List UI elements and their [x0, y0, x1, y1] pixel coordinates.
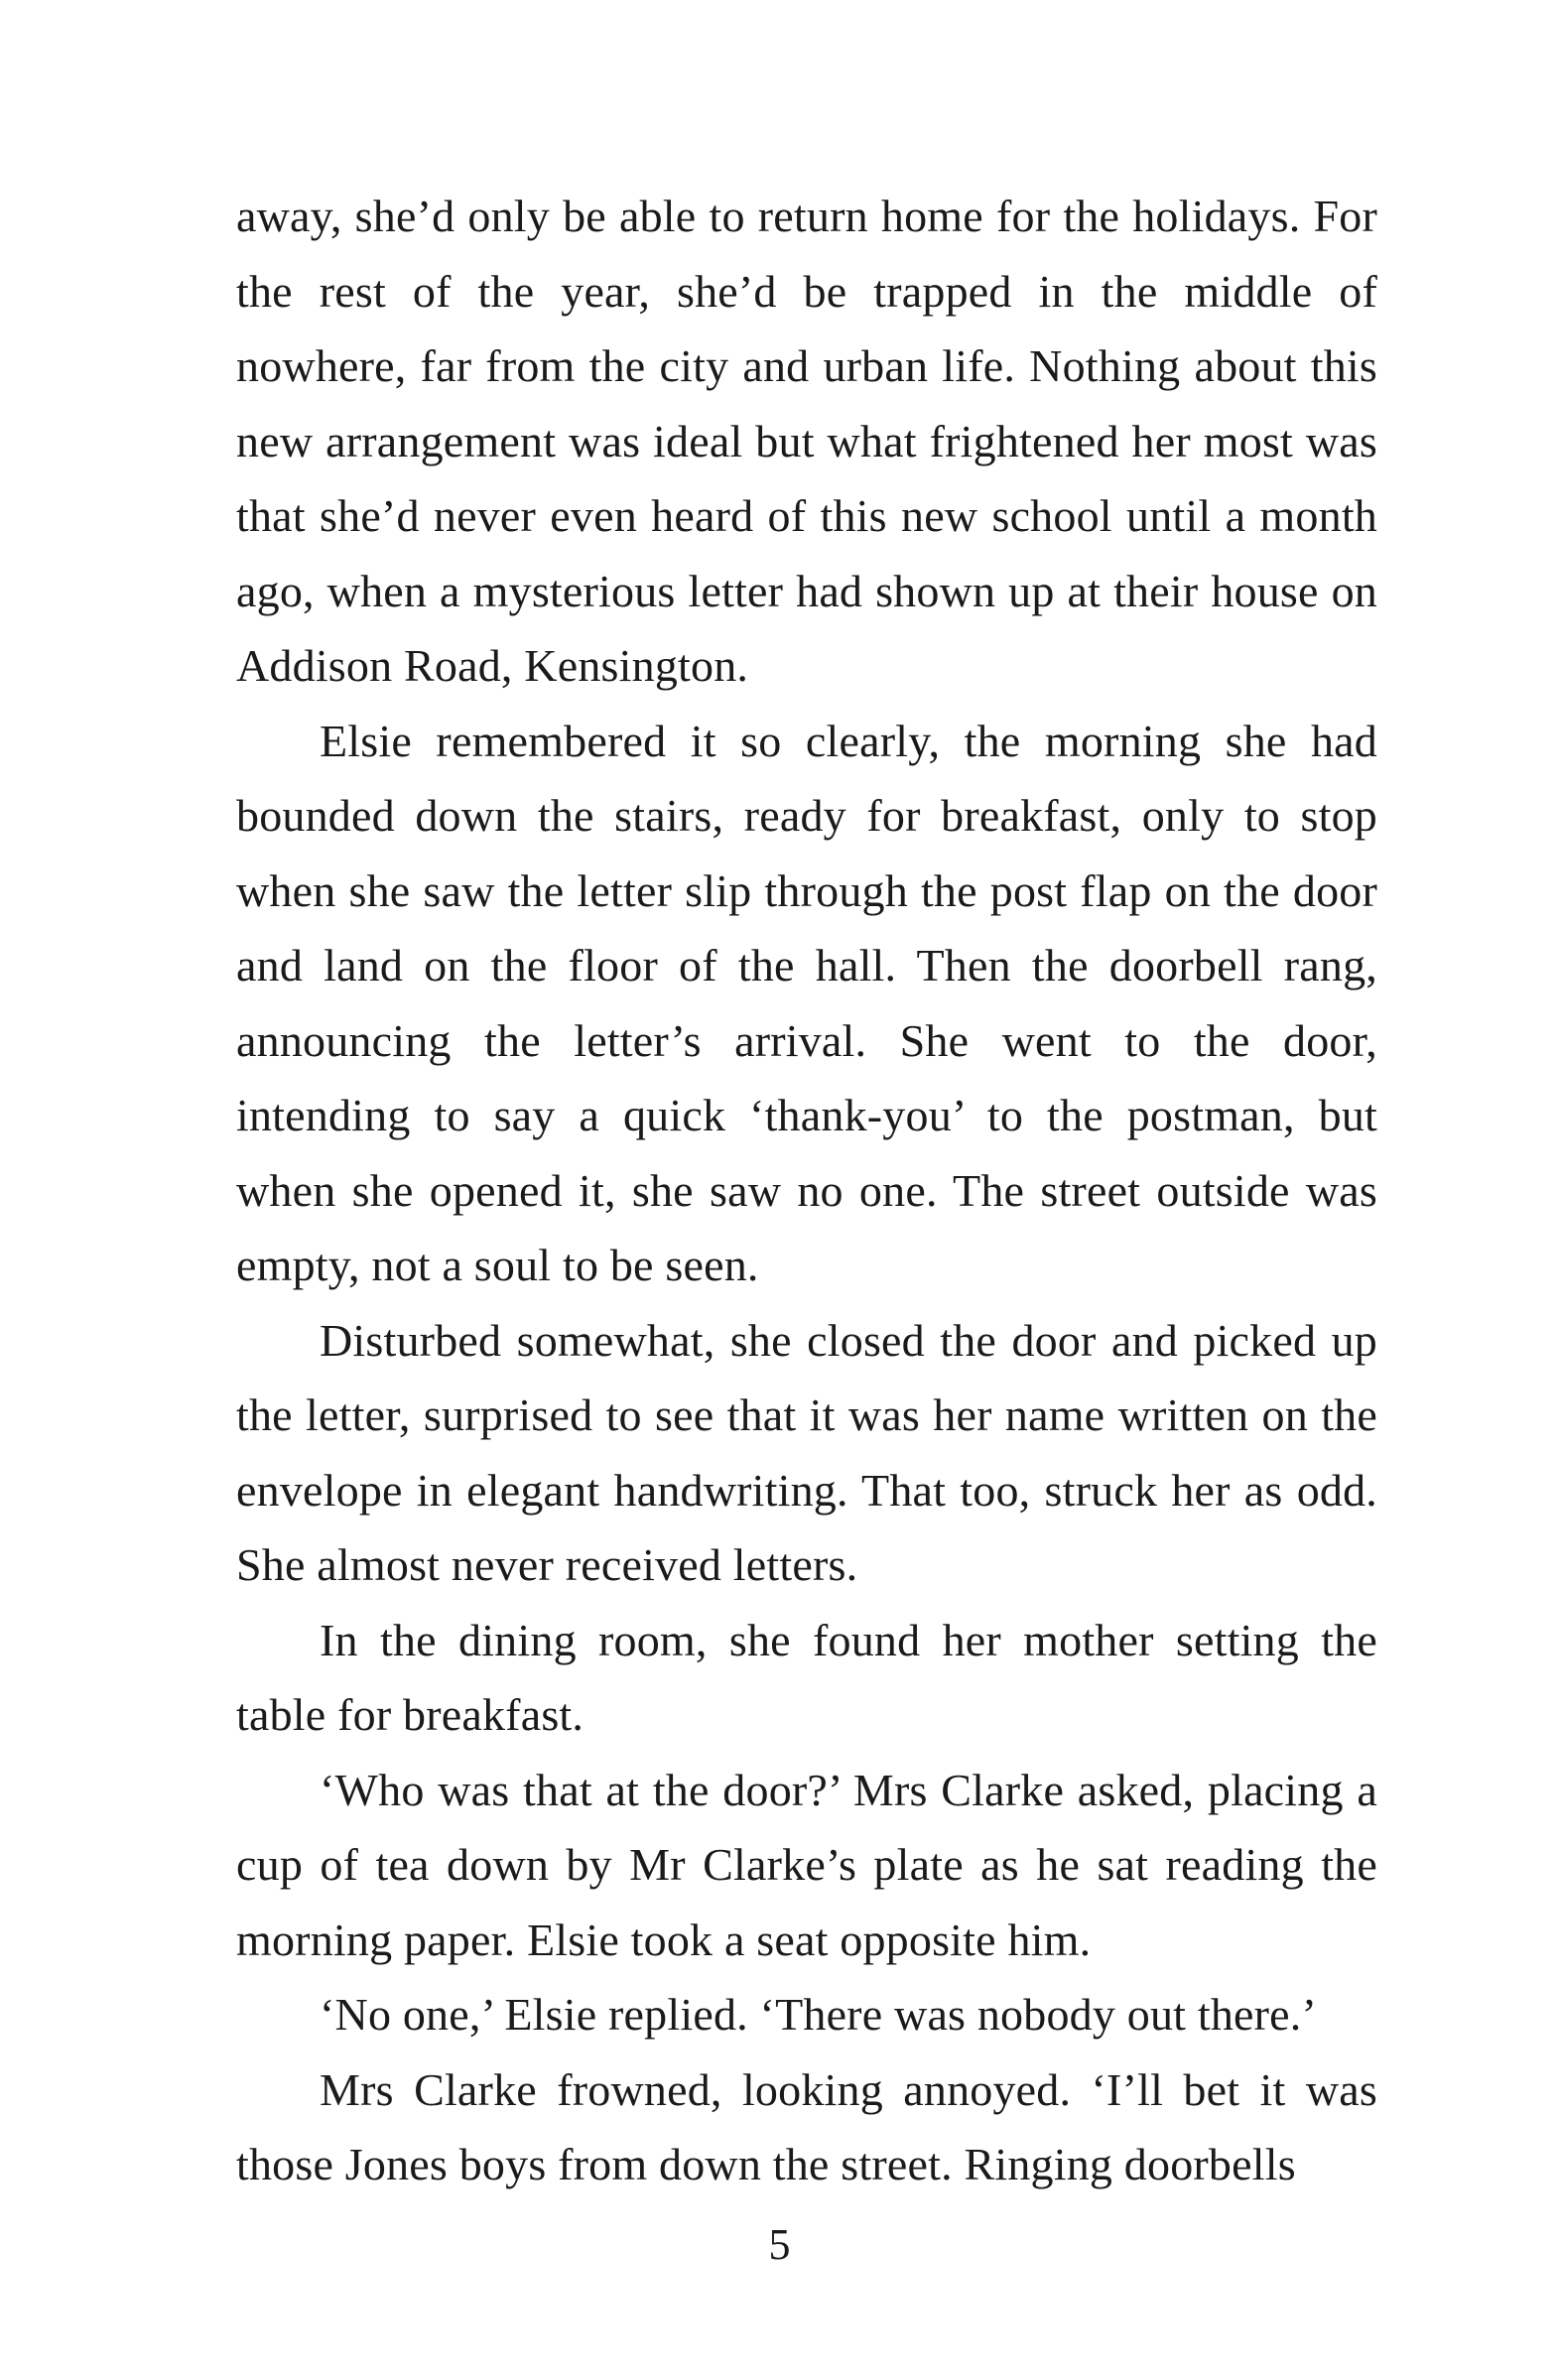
page-number: 5: [768, 2220, 791, 2269]
paragraph-7: Mrs Clarke frowned, looking annoyed. ‘I’ll bet it was those Jones boys from down the street. Ringing doorbells: [236, 2063, 1377, 2189]
paragraph-3: Disturbed somewhat, she closed the door and picked up the letter, surprised to see that it was her name written on the envelope in elegant handwriting. That too, struck her as odd. She almost never received letters.: [236, 1314, 1377, 1590]
paragraph-6: ‘No one,’ Elsie replied. ‘There was nobody out there.’: [320, 1989, 1317, 2040]
paragraph-2: Elsie remembered it so clearly, the morning she had bounded down the stairs, ready for breakfast, only to stop when she saw the letter slip through the post flap on the door and land on the floor of the hall. Then the doorbell rang, announcing the letter’s arrival. She went to the door, intending to say a quick ‘thank-you’ to the postman, but when she opened it, she saw no one. The street outside was empty, not a soul to be seen.: [236, 715, 1377, 1290]
paragraph-4: In the dining room, she found her mother setting the table for breakfast.: [236, 1614, 1377, 1740]
paragraph-1: away, she’d only be able to return home for the holidays. For the rest of the year, she’d be trapped in the middle of nowhere, far from the city and urban life. Nothing about this new arrangement was ideal but what frightened her most was that she’d never even heard of this new school until a month ago, when a mysterious letter had shown up at their house on Addison Road, Kensington.: [236, 191, 1377, 691]
body-text: [236, 179, 1377, 2202]
paragraph-5: ‘Who was that at the door?’ Mrs Clarke asked, placing a cup of tea down by Mr Clarke’s plate as he sat reading the morning paper. Elsie took a seat opposite him.: [236, 1764, 1377, 1965]
